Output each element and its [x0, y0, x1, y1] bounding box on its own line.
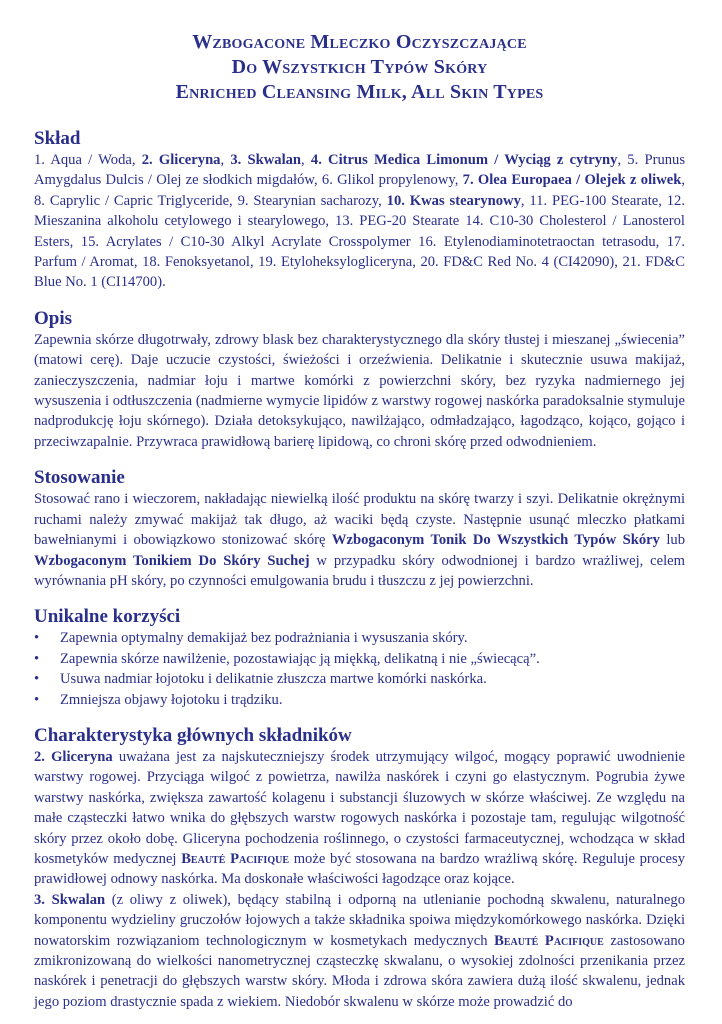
sklad-heading: Skład	[34, 128, 81, 149]
bullet-icon: •	[34, 691, 40, 708]
paragraph-text-part: (z oliwy z oliwek), będący stabilną i odporną na utlenianie pochodną skwalenu, naturalnego komponentu wydzieliny gruczołów łojowych a także składnika spoiwa międzykomórkowego naskórka. Dzięki nowatorskim rozwiązaniom technologicznym w kosmetykach medycznych	[34, 891, 685, 949]
section-korzysci	[34, 605, 685, 710]
bullet-icon: •	[34, 650, 40, 667]
skwalan-paragraph	[34, 890, 685, 1012]
ingredient-bold: 2. Gliceryna	[141, 152, 221, 168]
list-item	[34, 669, 685, 689]
charakterystyka-heading: Charakterystyka głównych składników	[34, 724, 352, 746]
sklad-text-part: ,	[301, 152, 311, 168]
ingredient-bold: 7. Olea Europaea / Olejek z oliwek	[462, 172, 682, 189]
title-line-1: Wzbogacone Mleczko Oczyszczające	[192, 31, 527, 53]
benefit-text: Usuwa nadmiar łojotoku i delikatnie złuszcza martwe komórki naskórka.	[60, 671, 487, 688]
paragraph-text-part: zastosowano zmikronizowaną do wielkości nanometrycznej cząsteczkę skwalanu, o wysokiej zdolności przenikania przez naskórek i penetracji do głębszych warstw skóry. Młoda i zdrowa skóra zawiera dużą ilość skwalenu, jednak jego poziom drastycznie spada z wiekiem. Niedobór skwalenu w skórze może prowadzić do	[34, 932, 685, 1010]
benefits-list	[34, 628, 685, 710]
stosowanie-text	[34, 489, 685, 591]
stosowanie-text-part: Stosować rano i wieczorem, nakładając niewielką ilość produktu na skórę twarzy i szyi. Delikatnie okrężnymi ruchami należy zmywać makijaż tak długo, aż waciki będą czyste. Następnie usunąć mleczko płatkami bawełnianymi i obowiązkowo stonizować skórę	[34, 491, 685, 549]
benefit-text: Zmniejsza objawy łojotoku i trądziku.	[60, 691, 283, 708]
section-charakterystyka	[34, 724, 685, 1012]
bullet-icon: •	[34, 671, 40, 688]
sklad-text-part: ,	[220, 152, 231, 168]
list-item	[34, 690, 685, 710]
list-item	[34, 628, 685, 648]
stosowanie-text-part: lub	[659, 532, 686, 549]
stosowanie-heading: Stosowanie	[34, 467, 125, 489]
section-sklad	[34, 127, 685, 293]
ingredient-bold: 3. Skwalan	[34, 891, 106, 908]
product-name-bold: Wzbogaconym Tonik Do Wszystkich Typów Skóry	[331, 532, 660, 549]
title-line-3: Enriched Cleansing Milk, All Skin Types	[175, 81, 544, 103]
benefit-text: Zapewnia optymalny demakijaż bez podrażniania i wysuszania skóry.	[60, 630, 468, 647]
opis-text: Zapewnia skórze długotrwały, zdrowy blask bez charakterystycznego dla skóry tłustej i mieszanej „świecenia” (matowi cerę). Daje uczucie czystości, świeżości i orzeźwienia. Delikatnie i skutecznie usuwa makijaż, zanieczyszczenia, nadmiar łoju i martwe komórki z powierzchni skóry, bez ryzyka nadmiernego jej wysuszenia i odtłuszczenia (nadmierne wymycie lipidów z warstwy rogowej naskórka paradoksalnie stymuluje nadprodukcję łoju skórnego). Działa detoksykująco, nawilżająco, odmładzająco, łagodząco, kojąco, gojąco i przeciwzapalnie. Przywraca prawidłową barierę lipidową, co chroni skórę przed odwodnieniem.	[34, 331, 685, 450]
ingredient-bold: 3. Skwalan	[230, 152, 302, 168]
brand-name: Beauté Pacifique	[181, 850, 289, 867]
brand-name: Beauté Pacifique	[494, 932, 604, 949]
stosowanie-text-part: w przypadku skóry odwodnionej i bardzo wrażliwej, celem wyrównania pH skóry, po czynności emulgowania brudu i tłuszczu z jej powierzchni.	[34, 552, 685, 589]
opis-heading: Opis	[34, 307, 73, 329]
list-item	[34, 649, 685, 669]
ingredient-bold: 10. Kwas stearynowy	[386, 192, 521, 209]
paragraph-text-part: może być stosowana na bardzo wrażliwą skórę. Reguluje procesy prawidłowej odnowy naskórka. Ma doskonałe właściwości łagodzące oraz kojące.	[34, 850, 685, 888]
title-line-2: Do Wszystkich Typów Skóry	[231, 56, 488, 78]
sklad-text-part: , 8. Caprylic / Capric Triglyceride, 9. Stearynian sacharozy,	[34, 172, 685, 209]
sklad-text-part: , 11. PEG-100 Stearate, 12. Mieszanina alkoholu cetylowego i stearylowego, 13. PEG-20 Stearate 14. C10-30 Cholesterol / Lanosterol Esters, 15. Acrylates / C10-30 Alkyl Acrylate Crosspolymer 16. Etylenodiaminotetraoctan tetrasodu, 17. Parfum / Aromat, 18. Fenoksyetanol, 19. Etyloheksylogliceryna, 20. FD&C Red No. 4 (CI42090), 21. FD&C Blue No. 1 (CI14700).	[34, 192, 685, 291]
paragraph-text-part: uważana jest za najskuteczniejszy środek utrzymujący wilgoć, mogący poprawić uwodnienie warstwy rogowej. Przyciąga wilgoć z powietrza, nawilża naskórek i czyni go elastycznym. Pogrubia żywe warstwy naskórka, zwiększa zawartość kolagenu i substancji śluzowych w skórze właściwej. Ze względu na małe cząsteczki łatwo wnika do głębszych warstw rogowych naskórka i pozostaje tam, regulując wilgotność skóry przez około dobę. Gliceryna pochodzenia roślinnego, o czystości farmaceutycznej, wchodząca w skład kosmetyków medycznej	[34, 748, 685, 867]
korzysci-heading: Unikalne korzyści	[34, 606, 181, 628]
ingredient-bold: 4. Citrus Medica Limonum / Wyciąg z cytryny	[310, 152, 618, 168]
section-opis	[34, 307, 685, 452]
sklad-text-part: 1. Aqua / Woda,	[34, 152, 142, 168]
ingredient-bold: 2. Gliceryna	[34, 748, 113, 765]
section-stosowanie	[34, 466, 685, 591]
sklad-text	[34, 150, 685, 293]
gliceryna-paragraph	[34, 747, 685, 890]
sklad-text-part: , 5. Prunus Amygdalus Dulcis / Olej ze słodkich migdałów, 6. Glikol propylenowy,	[34, 152, 686, 189]
document-title	[34, 30, 685, 105]
bullet-icon: •	[34, 630, 40, 647]
product-name-bold: Wzbogaconym Tonikiem Do Skóry Suchej	[34, 552, 310, 569]
benefit-text: Zapewnia skórze nawilżenie, pozostawiając ją miękką, delikatną i nie „świecącą”.	[60, 650, 540, 667]
